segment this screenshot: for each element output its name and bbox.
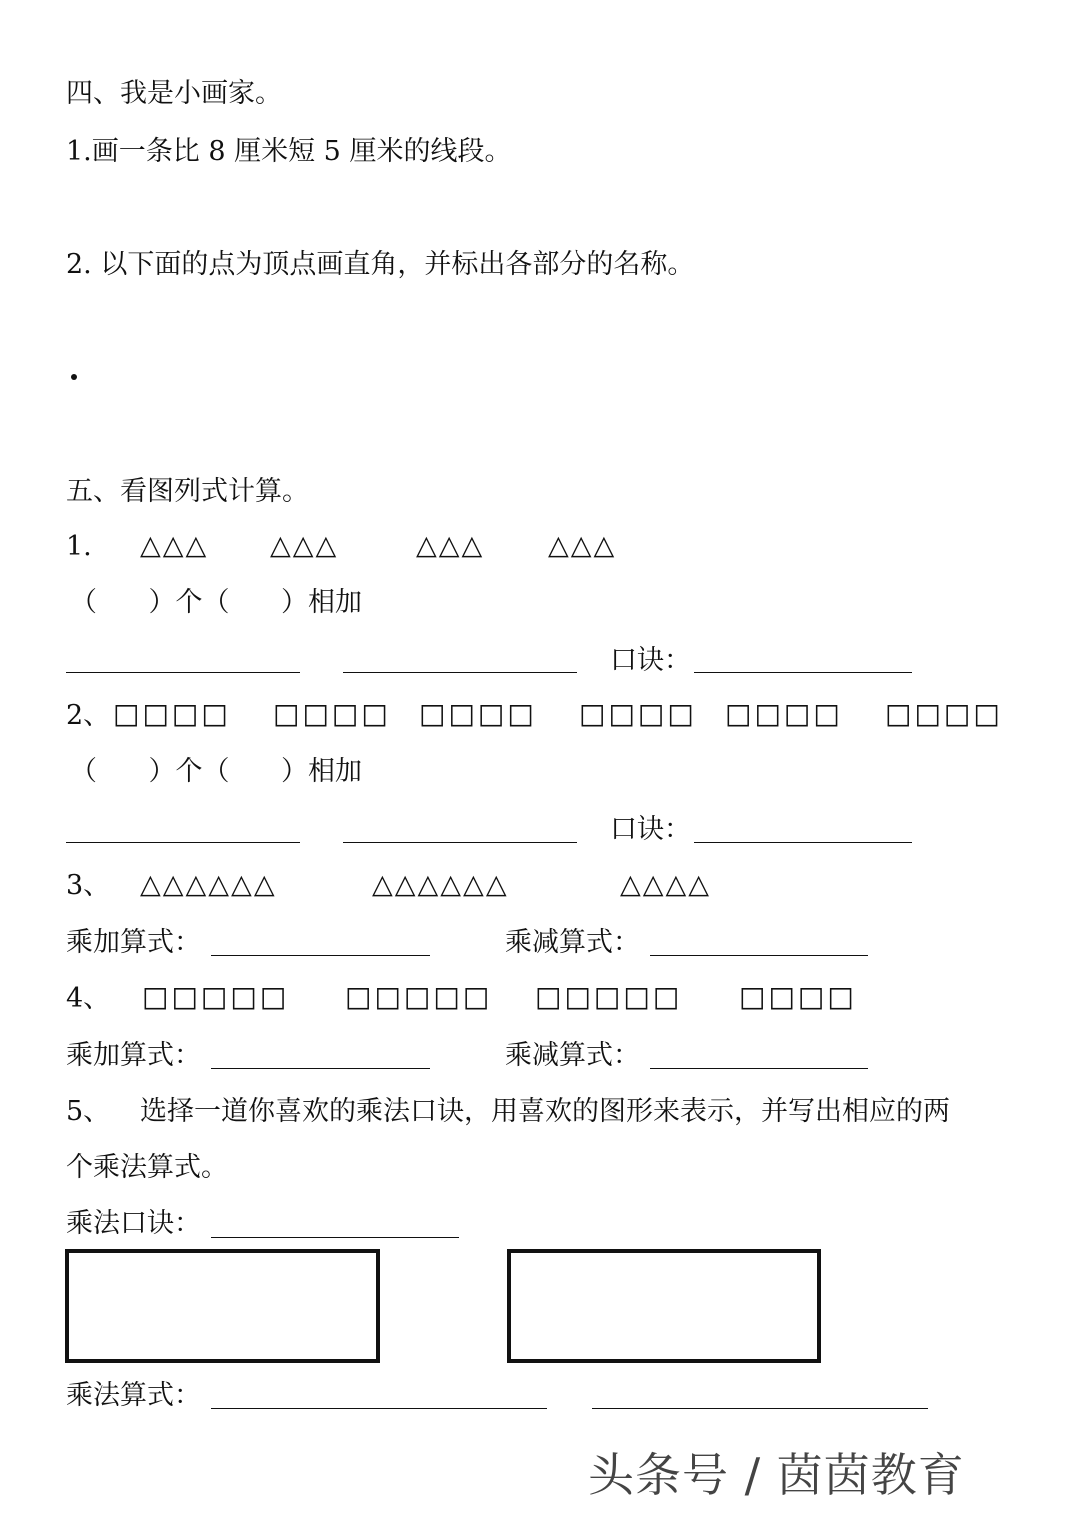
square-group: □□□□ — [273, 697, 391, 730]
triangle-group: △△△ — [270, 530, 339, 561]
square-group: □□□□□ — [535, 980, 683, 1013]
triangle-group: △△△ — [416, 530, 485, 561]
square-group: □□□□ — [725, 697, 843, 730]
triangle-group: △△△ — [140, 530, 209, 561]
square-group: □□□□ — [579, 697, 697, 730]
problem-5-number: 5、 — [66, 1096, 111, 1127]
triangle-group: △△△△△△ — [372, 869, 509, 900]
koujue-label: 口诀： — [610, 645, 691, 676]
question-4-1: 1.画一条比 8 厘米短 5 厘米的线段。 — [66, 136, 512, 167]
square-group: □□□□ — [885, 697, 1003, 730]
problem-2-number: 2、 — [66, 700, 111, 731]
answer-blank[interactable] — [66, 672, 300, 673]
multiplication-koujue-label: 乘法口诀： — [66, 1208, 201, 1239]
problem-1-fill-in: （ ）个（ ）相加 — [70, 587, 362, 618]
problem-5-text-line-2: 个乘法算式。 — [66, 1152, 228, 1183]
answer-blank[interactable] — [66, 842, 300, 843]
watermark: 头条号 / 茵茵教育 — [588, 1448, 965, 1502]
multiply-add-blank[interactable] — [211, 955, 430, 956]
triangle-group: △△△△ — [620, 869, 712, 900]
drawing-box[interactable] — [65, 1249, 380, 1363]
answer-blank[interactable] — [343, 672, 577, 673]
square-group: □□□□ — [113, 697, 231, 730]
multiply-add-label: 乘加算式： — [66, 1040, 201, 1071]
triangle-group: △△△△△△ — [140, 869, 277, 900]
square-group: □□□□ — [739, 980, 857, 1013]
problem-1-number: 1. — [66, 531, 92, 562]
multiply-subtract-label: 乘减算式： — [505, 1040, 640, 1071]
multiplication-formula-blank[interactable] — [211, 1408, 547, 1409]
section-5-heading: 五、看图列式计算。 — [66, 476, 309, 507]
square-group: □□□□ — [419, 697, 537, 730]
multiply-subtract-blank[interactable] — [650, 955, 868, 956]
square-group: □□□□□ — [345, 980, 493, 1013]
question-4-2: 2. 以下面的点为顶点画直角，并标出各部分的名称。 — [66, 249, 695, 280]
koujue-blank[interactable] — [694, 672, 912, 673]
answer-blank[interactable] — [343, 842, 577, 843]
vertex-point — [71, 374, 77, 380]
multiplication-koujue-blank[interactable] — [211, 1237, 459, 1238]
problem-3-number: 3、 — [66, 870, 111, 901]
multiplication-formula-label: 乘法算式： — [66, 1380, 201, 1411]
section-4-heading: 四、我是小画家。 — [66, 78, 282, 109]
multiply-add-blank[interactable] — [211, 1068, 430, 1069]
square-group: □□□□□ — [142, 980, 290, 1013]
triangle-group: △△△ — [548, 530, 617, 561]
problem-4-number: 4、 — [66, 983, 111, 1014]
koujue-label: 口诀： — [610, 814, 691, 845]
problem-2-fill-in: （ ）个（ ）相加 — [70, 756, 362, 787]
drawing-box[interactable] — [507, 1249, 821, 1363]
multiplication-formula-blank[interactable] — [592, 1408, 928, 1409]
problem-5-text-line-1: 选择一道你喜欢的乘法口诀，用喜欢的图形来表示，并写出相应的两 — [140, 1096, 950, 1127]
multiply-subtract-label: 乘减算式： — [505, 927, 640, 958]
koujue-blank[interactable] — [694, 842, 912, 843]
multiply-subtract-blank[interactable] — [650, 1068, 868, 1069]
multiply-add-label: 乘加算式： — [66, 927, 201, 958]
